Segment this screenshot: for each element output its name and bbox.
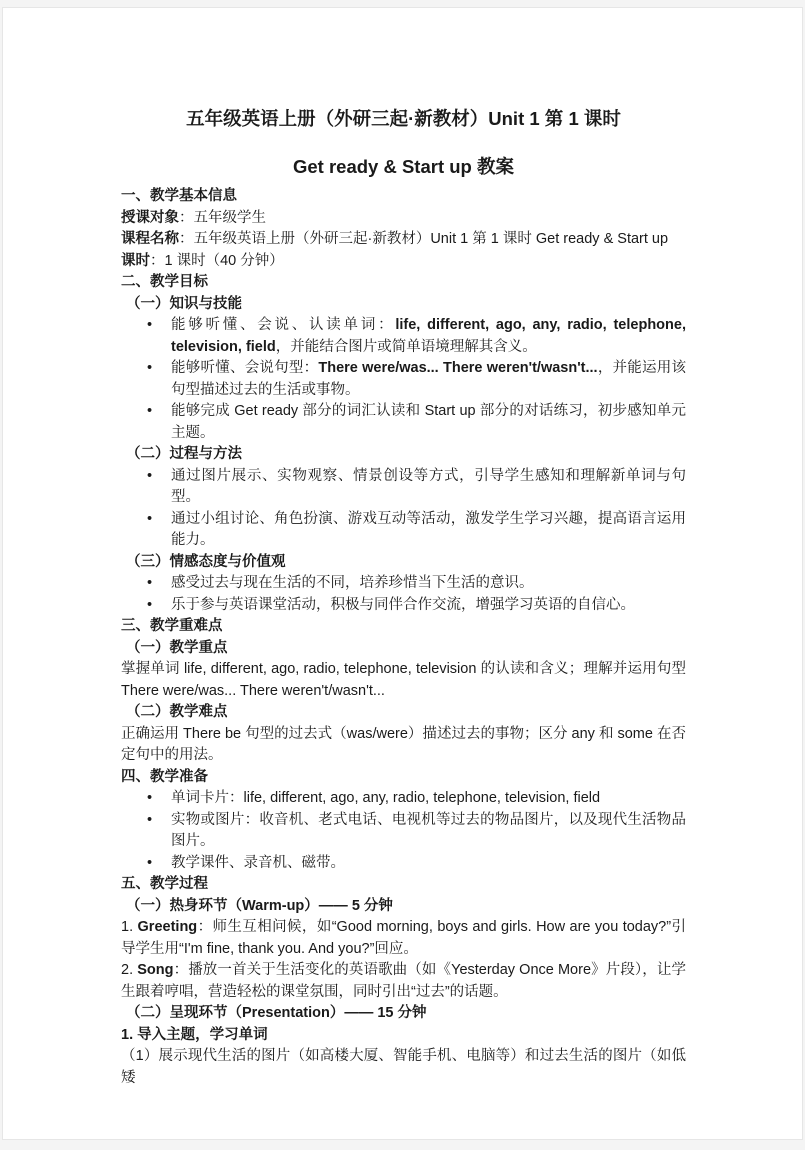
bullet-item: [121, 573, 686, 595]
paragraph: [121, 960, 686, 1003]
text-run: （二）呈现环节（Presentation）—— 15 分钟: [126, 1005, 427, 1021]
section-heading: [121, 616, 686, 638]
bullet-item: [121, 466, 686, 509]
text-run: 三、教学重难点: [121, 618, 223, 634]
text-run: 感受过去与现在生活的不同，培养珍惜当下生活的意识。: [171, 575, 534, 591]
text-run: 单词卡片：life, different, ago, any, radio, telephone, television, field: [171, 790, 601, 806]
section-heading: [121, 186, 686, 208]
text-run: There were/was... There weren't/wasn't...: [318, 360, 598, 376]
subsection-heading: [121, 896, 686, 918]
document-page: [2, 7, 803, 1140]
paragraph: [121, 917, 686, 960]
text-run: Greeting: [137, 919, 198, 935]
text-run: 1. 导入主题，学习单词: [121, 1026, 268, 1043]
text-run: （1）展示现代生活的图片（如高楼大厦、智能手机、电脑等）和过去生活的图片（如低矮: [121, 1048, 686, 1086]
text-run: 通过图片展示、实物观察、情景创设等方式，引导学生感知和理解新单词与句型。: [171, 467, 686, 505]
text-run: 乐于参与英语课堂活动，积极与同伴合作交流，增强学习英语的自信心。: [171, 596, 635, 613]
text-run: ：五年级学生: [179, 209, 266, 226]
section-heading: [121, 767, 686, 789]
text-run: （二）过程与方法: [126, 446, 242, 462]
paragraph: [121, 1025, 686, 1047]
paragraph: [121, 724, 686, 767]
text-run: ，并能运用该句型描述过去的生活或事物。: [171, 360, 687, 398]
text-run: ，并能结合图片或简单语境理解其含义。: [275, 338, 537, 355]
text-run: 通过小组讨论、角色扮演、游戏互动等活动，激发学生学习兴趣，提高语言运用能力。: [171, 510, 686, 548]
text-run: 实物或图片：收音机、老式电话、电视机等过去的物品图片，以及现代生活物品图片。: [171, 811, 686, 849]
paragraph: [121, 251, 686, 273]
text-run: 1.: [121, 919, 138, 935]
subsection-heading: [121, 702, 686, 724]
subsection-heading: [121, 552, 686, 574]
bullet-item: [121, 401, 686, 444]
text-run: （一）教学重点: [126, 639, 228, 656]
section-heading: [121, 874, 686, 896]
section-heading: [121, 272, 686, 294]
subsection-heading: [121, 294, 686, 316]
bullet-item: [121, 853, 686, 875]
text-run: 正确运用 There be 句型的过去式（was/were）描述过去的事物；区分 any 和 some 在否定句中的用法。: [121, 725, 686, 763]
bullet-item: [121, 358, 686, 401]
text-run: （三）情感态度与价值观: [126, 553, 286, 570]
text-run: （二）教学难点: [126, 704, 228, 720]
paragraph: [121, 1046, 686, 1089]
text-run: 课时: [121, 252, 150, 269]
text-run: Song: [137, 962, 174, 978]
text-run: 能够听懂、会说句型：: [171, 360, 319, 376]
bullet-item: [121, 810, 686, 853]
text-run: 2.: [121, 962, 138, 978]
paragraph: [121, 208, 686, 230]
text-run: ：1 课时（40 分钟）: [150, 252, 284, 269]
bullet-item: [121, 595, 686, 617]
subsection-heading: [121, 1003, 686, 1025]
bullet-item: [121, 509, 686, 552]
text-run: （一）知识与技能: [126, 295, 242, 312]
text-run: 二、教学目标: [121, 274, 208, 290]
bullet-item: [121, 315, 686, 358]
text-run: 能够完成 Get ready 部分的词汇认读和 Start up 部分的对话练习，初步感知单元主题。: [171, 403, 686, 441]
subsection-heading: [121, 638, 686, 660]
text-run: （一）热身环节（Warm-up）—— 5 分钟: [126, 897, 393, 914]
document-subtitle: Get ready & Start up 教案: [292, 156, 514, 177]
text-run: ：播放一首关于生活变化的英语歌曲（如《Yesterday Once More》片段），让学生跟着哼唱，营造轻松的课堂氛围，同时引出“过去”的话题。: [121, 962, 687, 1000]
text-run: 一、教学基本信息: [121, 188, 237, 204]
text-run: 掌握单词 life, different, ago, radio, telephone, television 的认读和含义；理解并运用句型 There were/was... There weren't/wasn't...: [121, 661, 686, 699]
paragraph: [121, 229, 686, 251]
text-run: 五、教学过程: [121, 876, 208, 892]
document-body: [121, 186, 686, 1089]
text-run: ：师生互相问候，如“Good morning, boys and girls. How are you today?”引导学生用“I'm fine, thank you. And you?”回应。: [121, 919, 686, 957]
text-run: life, different, ago, any, radio, telephone, television, field: [171, 317, 686, 355]
paragraph: [121, 659, 686, 702]
text-run: 能够听懂、会说、认读单词：: [171, 317, 396, 333]
text-run: 四、教学准备: [121, 768, 208, 785]
bullet-item: [121, 788, 686, 810]
text-run: 课程名称: [121, 231, 179, 247]
text-run: 教学课件、录音机、磁带。: [171, 854, 345, 871]
document-title: 五年级英语上册（外研三起·新教材）Unit 1 第 1 课时: [186, 108, 621, 129]
text-run: 授课对象: [121, 209, 179, 226]
text-run: ：五年级英语上册（外研三起·新教材）Unit 1 第 1 课时 Get ready & Start up: [179, 231, 669, 247]
subsection-heading: [121, 444, 686, 466]
